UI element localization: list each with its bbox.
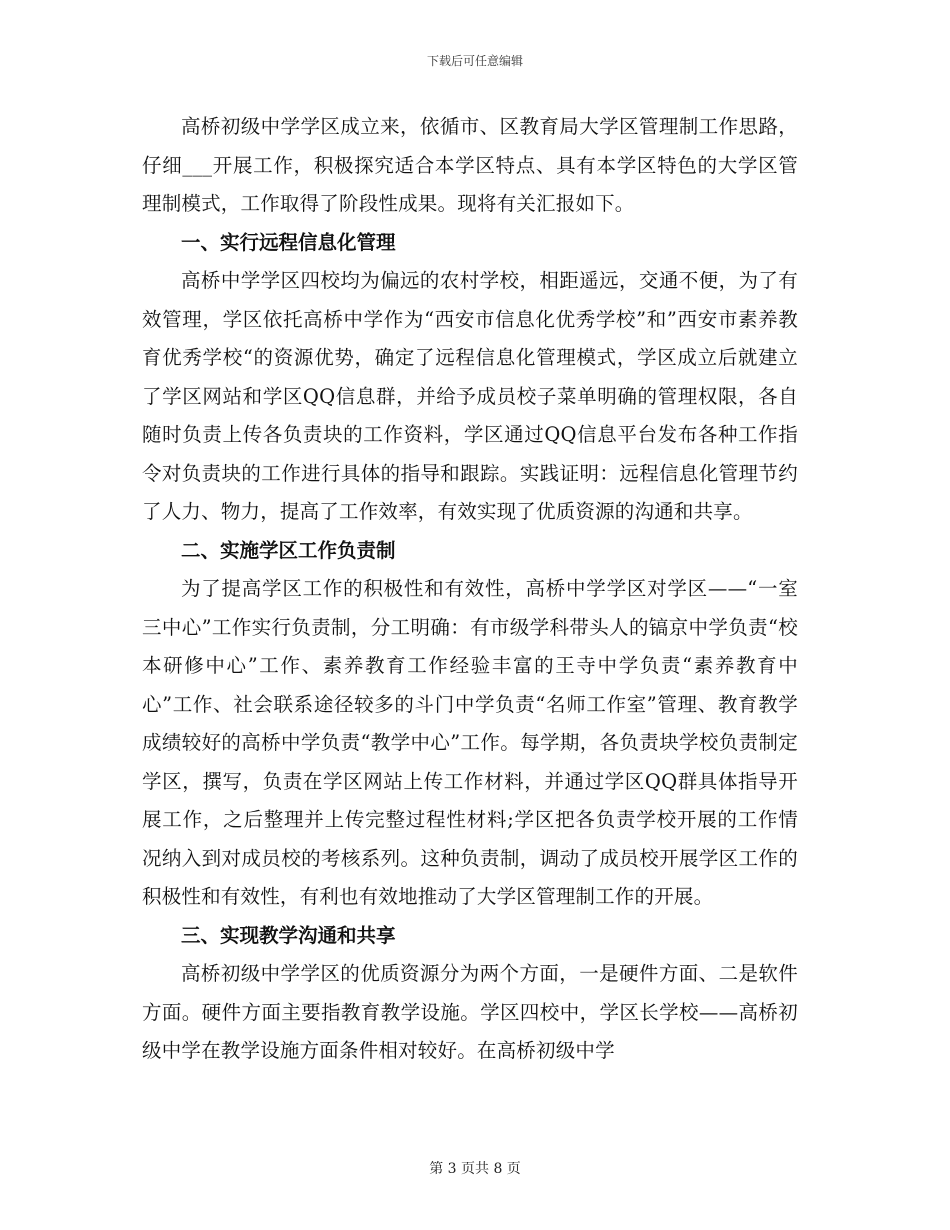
page-number: 第 3 页共 8 页 (429, 1161, 521, 1177)
section-2-paragraph: 为了提高学区工作的积极性和有效性，高桥中学学区对学区——“一室三中心”工作实行负责制，分工明确：有市级学科带头人的镐京中学负责“校本研修中心”工作、素养教育工作经验丰富的王寺中学负责“素养教育中心”工作、社会联系途径较多的斗门中学负责“名师工作室”管理、教育教学成绩较好的高桥中学负责“教学中心”工作。每学期，各负责块学校负责制定学区，撰写，负责在学区网站上传工作材料，并通过学区QQ群具体指导开展工作，之后整理并上传完整过程性材料;学区把各负责学校开展的工作情况纳入到对成员校的考核系列。这种负责制，调动了成员校开展学区工作的积极性和有效性，有利也有效地推动了大学区管理制工作的开展。 (142, 577, 798, 908)
section-3-paragraph: 高桥初级中学学区的优质资源分为两个方面，一是硬件方面、二是软件方面。硬件方面主要指教育教学设施。学区四校中，学区长学校——高桥初级中学在教学设施方面条件相对较好。在高桥初级中学 (142, 962, 798, 1062)
document-body (142, 108, 798, 1071)
section-1-paragraph: 高桥中学学区四校均为偏远的农村学校，相距遥远，交通不便，为了有效管理，学区依托高桥中学作为“西安市信息化优秀学校”和”西安市素养教育优秀学校“的资源优势，确定了远程信息化管理模式，学区成立后就建立了学区网站和学区QQ信息群，并给予成员校子菜单明确的管理权限，各自随时负责上传各负责块的工作资料，学区通过QQ信息平台发布各种工作指令对负责块的工作进行具体的指导和跟踪。实践证明：远程信息化管理节约了人力、物力，提高了工作效率，有效实现了优质资源的沟通和共享。 (142, 269, 798, 523)
intro-paragraph: 高桥初级中学学区成立来，依循市、区教育局大学区管理制工作思路，仔细___开展工作，积极探究适合本学区特点、具有本学区特色的大学区管理制模式，工作取得了阶段性成果。现将有关汇报如下。 (142, 115, 798, 215)
section-2-heading: 二、实施学区工作负责制 (181, 538, 396, 562)
section-3-heading: 三、实现教学沟通和共享 (181, 923, 396, 947)
page-header: 下载后可任意编辑 (426, 54, 523, 68)
section-1-heading: 一、实行远程信息化管理 (181, 230, 396, 254)
